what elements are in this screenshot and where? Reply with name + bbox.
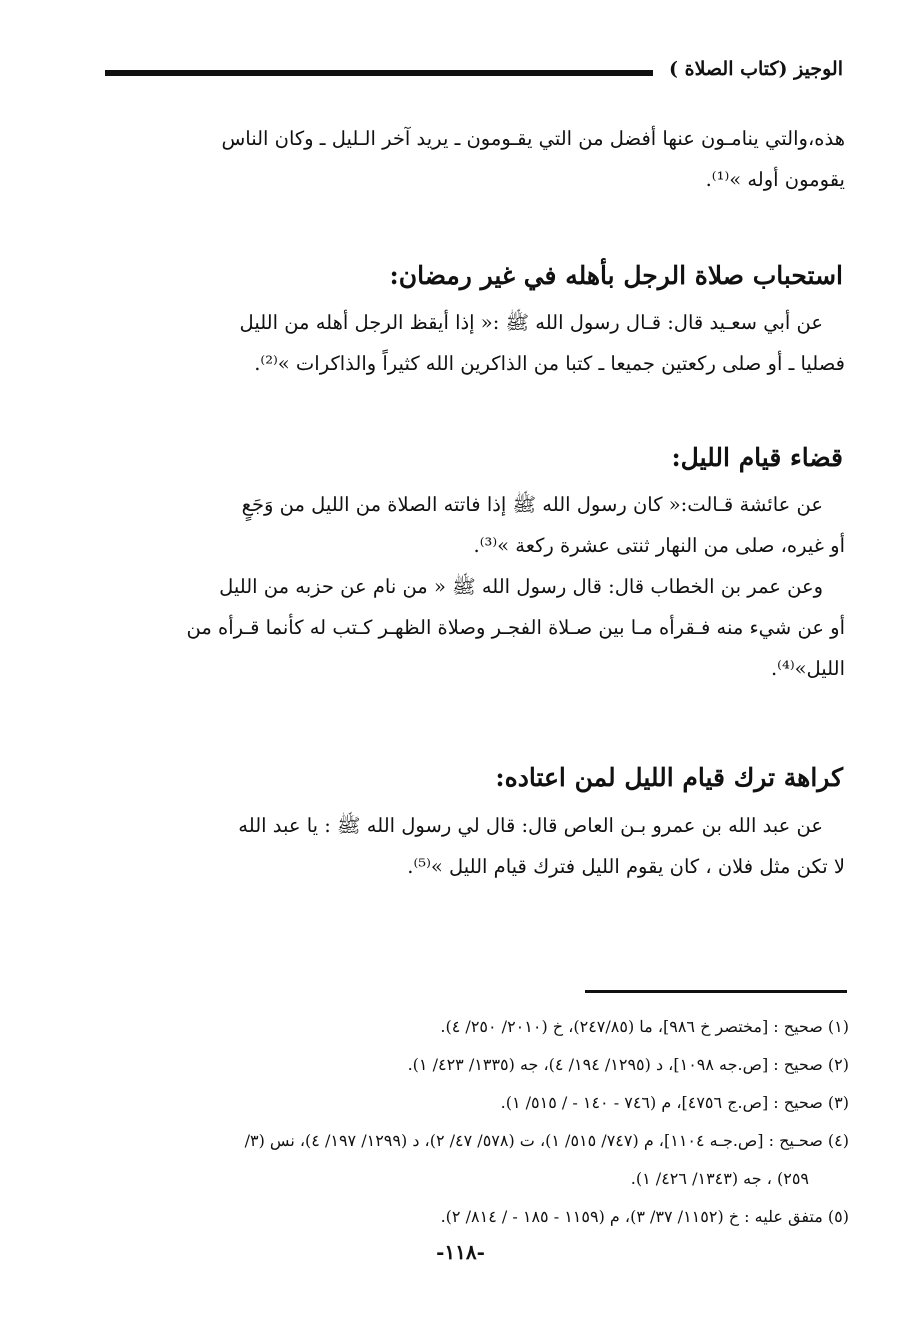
section-paragraph: [105, 805, 845, 887]
running-header: [105, 56, 843, 82]
section-heading: كراهة ترك قيام الليل لمن اعتاده:: [495, 763, 843, 792]
text-line: وعن عمر بن الخطاب قال: قال رسول الله ﷺ « من نام عن حزبه من الليل: [219, 575, 823, 598]
text-line: عن عبد الله بن عمرو بـن العاص قال: قال لي رسول الله ﷺ : يا عبد الله: [238, 814, 823, 837]
footnote-continuation: ٢٥٩) ، جه (١٣٤٣/ ٤٢٦/ ١).: [630, 1169, 809, 1188]
page-number: -١١٨-: [436, 1240, 485, 1264]
footnote: (٢) صحيح : [ص.جه ١٠٩٨]، د (١٢٩٥/ ١٩٤/ ٤)، جه (١٣٣٥/ ٤٢٣/ ١).: [407, 1055, 849, 1074]
text-line: عن عائشة قـالت:« كان رسول الله ﷺ إذا فاتته الصلاة من الليل من وَجَعٍ: [241, 493, 823, 516]
section-paragraph: [105, 484, 845, 689]
text-line: يقومون أوله »⁽¹⁾.: [705, 168, 845, 191]
text-line: أو غيره، صلى من النهار ثنتى عشرة ركعة »⁽³⁾.: [473, 534, 845, 557]
text-line: لا تكن مثل فلان ، كان يقوم الليل فترك قيام الليل »⁽⁵⁾.: [407, 855, 845, 878]
text-line: فصليا ـ أو صلى ركعتين جميعا ـ كتبا من الذاكرين الله كثيراً والذاكرات »⁽²⁾.: [254, 352, 845, 375]
footnote: (٤) صحـيح : [ص.جـه ١١٠٤]، م (٧٤٧/ ٥١٥/ ١)، ت (٥٧٨/ ٤٧/ ٢)، د (١٢٩٩/ ١٩٧/ ٤)، نس (٣/: [244, 1131, 849, 1150]
footnote-separator: [585, 990, 847, 993]
text-line: الليل»⁽⁴⁾.: [770, 657, 845, 680]
text-line: هذه،والتي ينامـون عنها أفضل من التي يقـومون ـ يريد آخر الـليل ـ وكان الناس: [221, 127, 845, 150]
footnote: (٣) صحيح : [ص.ج ٤٧٥٦]، م (٧٤٦ - ١٤٠ - / ٥١٥/ ١).: [500, 1093, 849, 1112]
text-line: أو عن شيء منه فـقرأه مـا بين صـلاة الفجـر وصلاة الظهـر كـتب له كأنما قـرأه من: [186, 616, 845, 639]
footnotes: [100, 1008, 849, 1236]
section-paragraph: [105, 302, 845, 384]
intro-paragraph: [105, 118, 845, 200]
section-heading: استحباب صلاة الرجل بأهله في غير رمضان:: [389, 261, 843, 290]
section-heading: قضاء قيام الليل:: [671, 443, 843, 472]
footnote: (١) صحيح : [مختصر خ ٩٨٦]، ما (٢٤٧/٨٥)، خ (٢٠١٠/ ٢٥٠/ ٤).: [440, 1017, 849, 1036]
footnote: (٥) متفق عليه : خ (١١٥٢/ ٣٧/ ٣)، م (١١٥٩ - ١٨٥ - / ٨١٤/ ٢).: [440, 1207, 849, 1226]
text-line: عن أبي سعـيد قال: قـال رسول الله ﷺ :« إذا أيقظ الرجل أهله من الليل: [239, 311, 823, 334]
running-header-title: الوجيز (كتاب الصلاة ): [669, 58, 843, 80]
header-rule: [105, 70, 653, 76]
